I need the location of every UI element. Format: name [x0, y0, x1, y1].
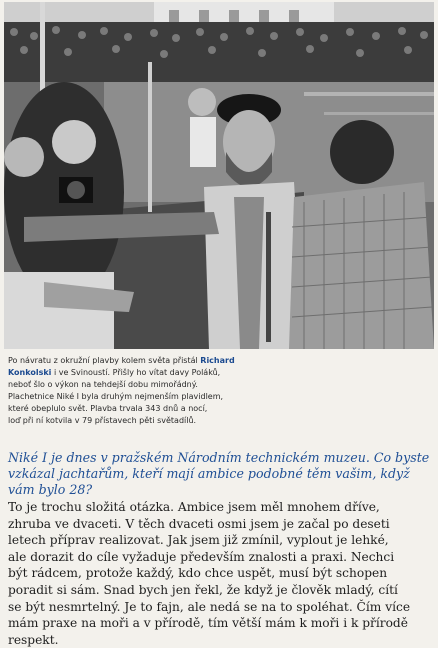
- caption-line: [8, 367, 308, 379]
- interview-question: [8, 450, 432, 498]
- answer-line: se být nesmrtelný. Je to fajn, ale nedá se na to spoléhat. Čím více: [8, 599, 411, 614]
- answer-line: letech příprav realizovat. Jak jsem již zmínil, vyplout je lehké,: [8, 533, 389, 548]
- caption-line: loď při ní kotvila v 79 přístavech pěti světadílů.: [8, 416, 197, 425]
- caption-text: i ve Svinoustí. Přišly ho vítat davy Poláků,: [51, 368, 221, 377]
- caption-name: Konkolski: [8, 368, 52, 377]
- interview-answer: [8, 499, 434, 648]
- caption-text: Po návratu z okružní plavby kolem světa přistál: [8, 356, 201, 365]
- answer-line: To je trochu složitá otázka. Ambice jsem měl mnohem dříve,: [8, 500, 380, 514]
- caption-line: které obeplulo svět. Plavba trvala 343 dnů a nocí,: [8, 404, 208, 413]
- photo-sailor-arrival: [4, 2, 434, 349]
- answer-line: zhruba ve dvaceti. V těch dvaceti osmi jsem je začal po deseti: [8, 516, 390, 531]
- answer-line: respekt.: [8, 632, 59, 647]
- answer-line: poradit si sám. Snad bych jen řekl, že když je člověk mladý, cítí: [8, 582, 398, 597]
- caption-line: Plachetnice Niké I byla druhým nejmenším plavidlem,: [8, 392, 224, 401]
- caption-line: neboť šlo o výkon na tehdejší dobu mimořádný.: [8, 380, 198, 389]
- question-line: Niké I je dnes v pražském Národním technickém muzeu. Co byste: [8, 450, 430, 465]
- answer-line: ale dorazit do cíle vyžaduje především znalosti a praxi. Nechci: [8, 549, 395, 564]
- answer-line: mám praxe na moři a v přírodě, tím větší mám k moři i k přírodě: [8, 616, 408, 631]
- caption-line: [8, 355, 308, 367]
- caption-name: Richard: [200, 356, 235, 365]
- question-line: vám bylo 28?: [8, 482, 93, 497]
- photo-caption: [8, 355, 308, 427]
- question-line: vzkázal jachtařům, kteří mají ambice podobné těm vašim, když: [8, 466, 410, 481]
- answer-line: být rádcem, protože každý, kdo chce uspět, musí být schopen: [8, 566, 388, 581]
